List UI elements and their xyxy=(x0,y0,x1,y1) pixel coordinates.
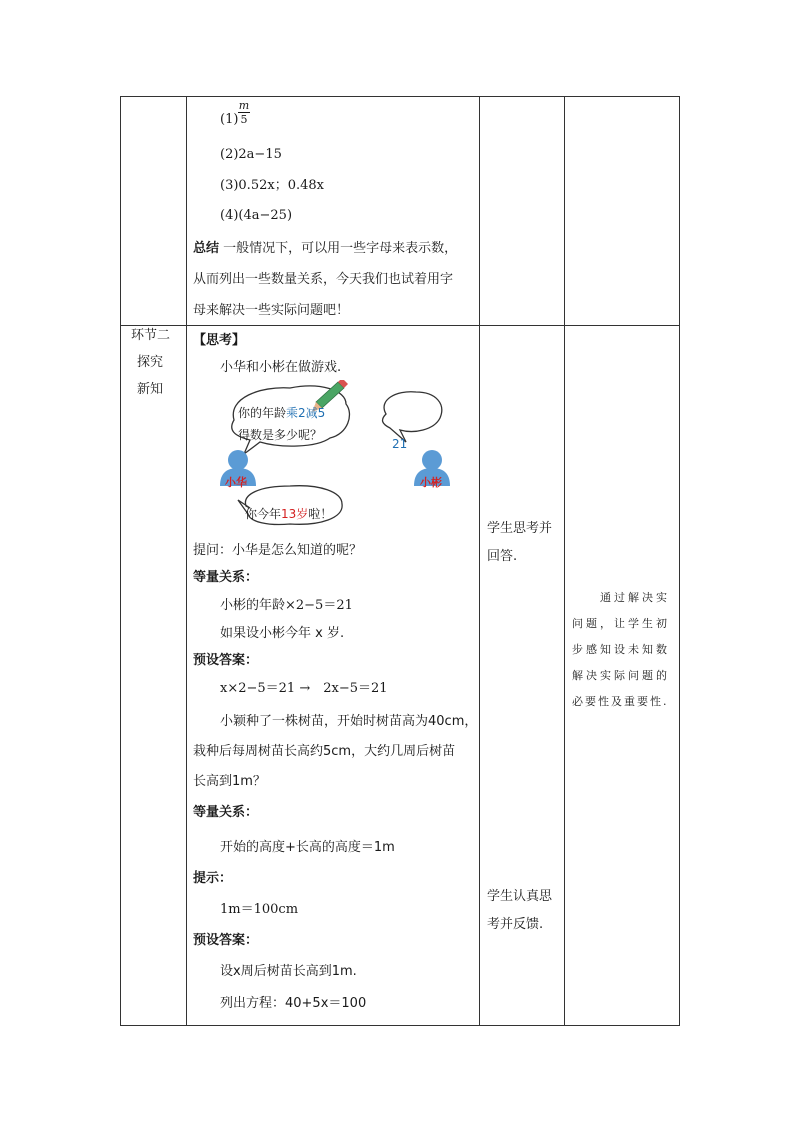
bubble-bottom-text: 你今年13岁啦！ xyxy=(245,507,333,521)
preset-answer-2a: 设x周后树苗长高到1m. xyxy=(220,964,357,979)
row-divider xyxy=(120,325,680,326)
design-intent xyxy=(572,585,682,715)
assume-text-1: 如果设小彬今年 x 岁. xyxy=(220,626,345,641)
summary-line-1: 总结 一般情况下，可以用一些字母来表示数， xyxy=(193,241,458,256)
student-activity-1-line-1: 学生思考并 xyxy=(487,521,553,536)
equal-relation-2: 开始的高度+长高的高度＝1m xyxy=(220,840,395,855)
bubble-left-line-2: 得数是多少呢？ xyxy=(238,428,323,442)
preset-answer-2b: 列出方程：40+5x＝100 xyxy=(220,996,367,1011)
equal-heading-1: 等量关系： xyxy=(193,570,259,585)
col-border-left xyxy=(120,96,121,1026)
stage-title-line-1: 探究 xyxy=(137,355,164,370)
summary-label: 总结 xyxy=(193,241,220,256)
fraction-denominator: 5 xyxy=(238,112,250,126)
col-border-1 xyxy=(186,96,187,1026)
col-border-3 xyxy=(564,96,565,1026)
design-intent-line-2: 问题，让学生初 xyxy=(572,617,670,630)
design-intent-line-3: 步感知设未知数 xyxy=(572,643,670,656)
stage-label: 环节二 xyxy=(131,328,171,343)
table-top-border xyxy=(120,96,680,97)
person-right-label: 小彬 xyxy=(420,476,442,489)
student-activity-2-line-2: 考并反馈. xyxy=(487,917,544,932)
think-heading: 【思考】 xyxy=(193,333,246,348)
answer-1: (1) xyxy=(220,112,239,127)
equal-heading-2: 等量关系： xyxy=(193,805,259,820)
design-intent-line-1: 通过解决实 xyxy=(600,591,670,604)
game-intro: 小华和小彬在做游戏. xyxy=(220,360,342,375)
problem-line-2: 栽种后每周树苗长高约5cm，大约几周后树苗 xyxy=(193,744,456,759)
lesson-table xyxy=(120,96,680,1026)
design-intent-line-4: 解决实际问题的 xyxy=(572,669,670,682)
hint-heading: 提示： xyxy=(193,871,233,886)
table-bottom-border xyxy=(120,1025,680,1026)
stage-title-line-2: 新知 xyxy=(137,382,164,397)
preset-heading-1: 预设答案： xyxy=(193,653,259,668)
answer-2: (2)2a−15 xyxy=(220,147,282,162)
summary-line-2: 从而列出一些数量关系，今天我们也试着用字 xyxy=(193,272,454,287)
design-intent-line-5: 必要性及重要性. xyxy=(572,695,669,708)
fraction-numerator: m xyxy=(238,99,250,112)
question-text: 提问：小华是怎么知道的呢？ xyxy=(193,543,363,558)
preset-answer-1: x×2−5＝21 → 2x−5＝21 xyxy=(220,681,388,696)
student-activity-1-line-2: 回答. xyxy=(487,549,518,564)
student-activity-2-line-1: 学生认真思 xyxy=(487,889,553,904)
highlight-age: 13岁 xyxy=(281,507,309,521)
bubble-left-line-1: 你的年龄乘2减5 xyxy=(238,406,326,420)
problem-line-3: 长高到1m？ xyxy=(193,774,266,789)
hint-text: 1m＝100cm xyxy=(220,902,299,917)
summary-line-3: 母来解决一些实际问题吧！ xyxy=(193,303,350,318)
highlight-operation: 乘2减5 xyxy=(286,406,326,420)
col-border-2 xyxy=(479,96,480,1026)
person-left-label: 小华 xyxy=(225,476,247,489)
col-border-right xyxy=(679,96,680,1026)
answer-4: (4)(4a−25) xyxy=(220,208,293,223)
answer-3: (3)0.52x；0.48x xyxy=(220,178,324,193)
preset-heading-2: 预设答案： xyxy=(193,933,259,948)
speech-bubble-right xyxy=(383,392,442,442)
answer-1-fraction xyxy=(238,100,250,126)
problem-line-1: 小颖种了一株树苗，开始时树苗高为40cm， xyxy=(220,714,478,729)
equal-relation-1: 小彬的年龄×2−5＝21 xyxy=(220,598,353,613)
bubble-right-answer: 21 xyxy=(392,437,408,451)
